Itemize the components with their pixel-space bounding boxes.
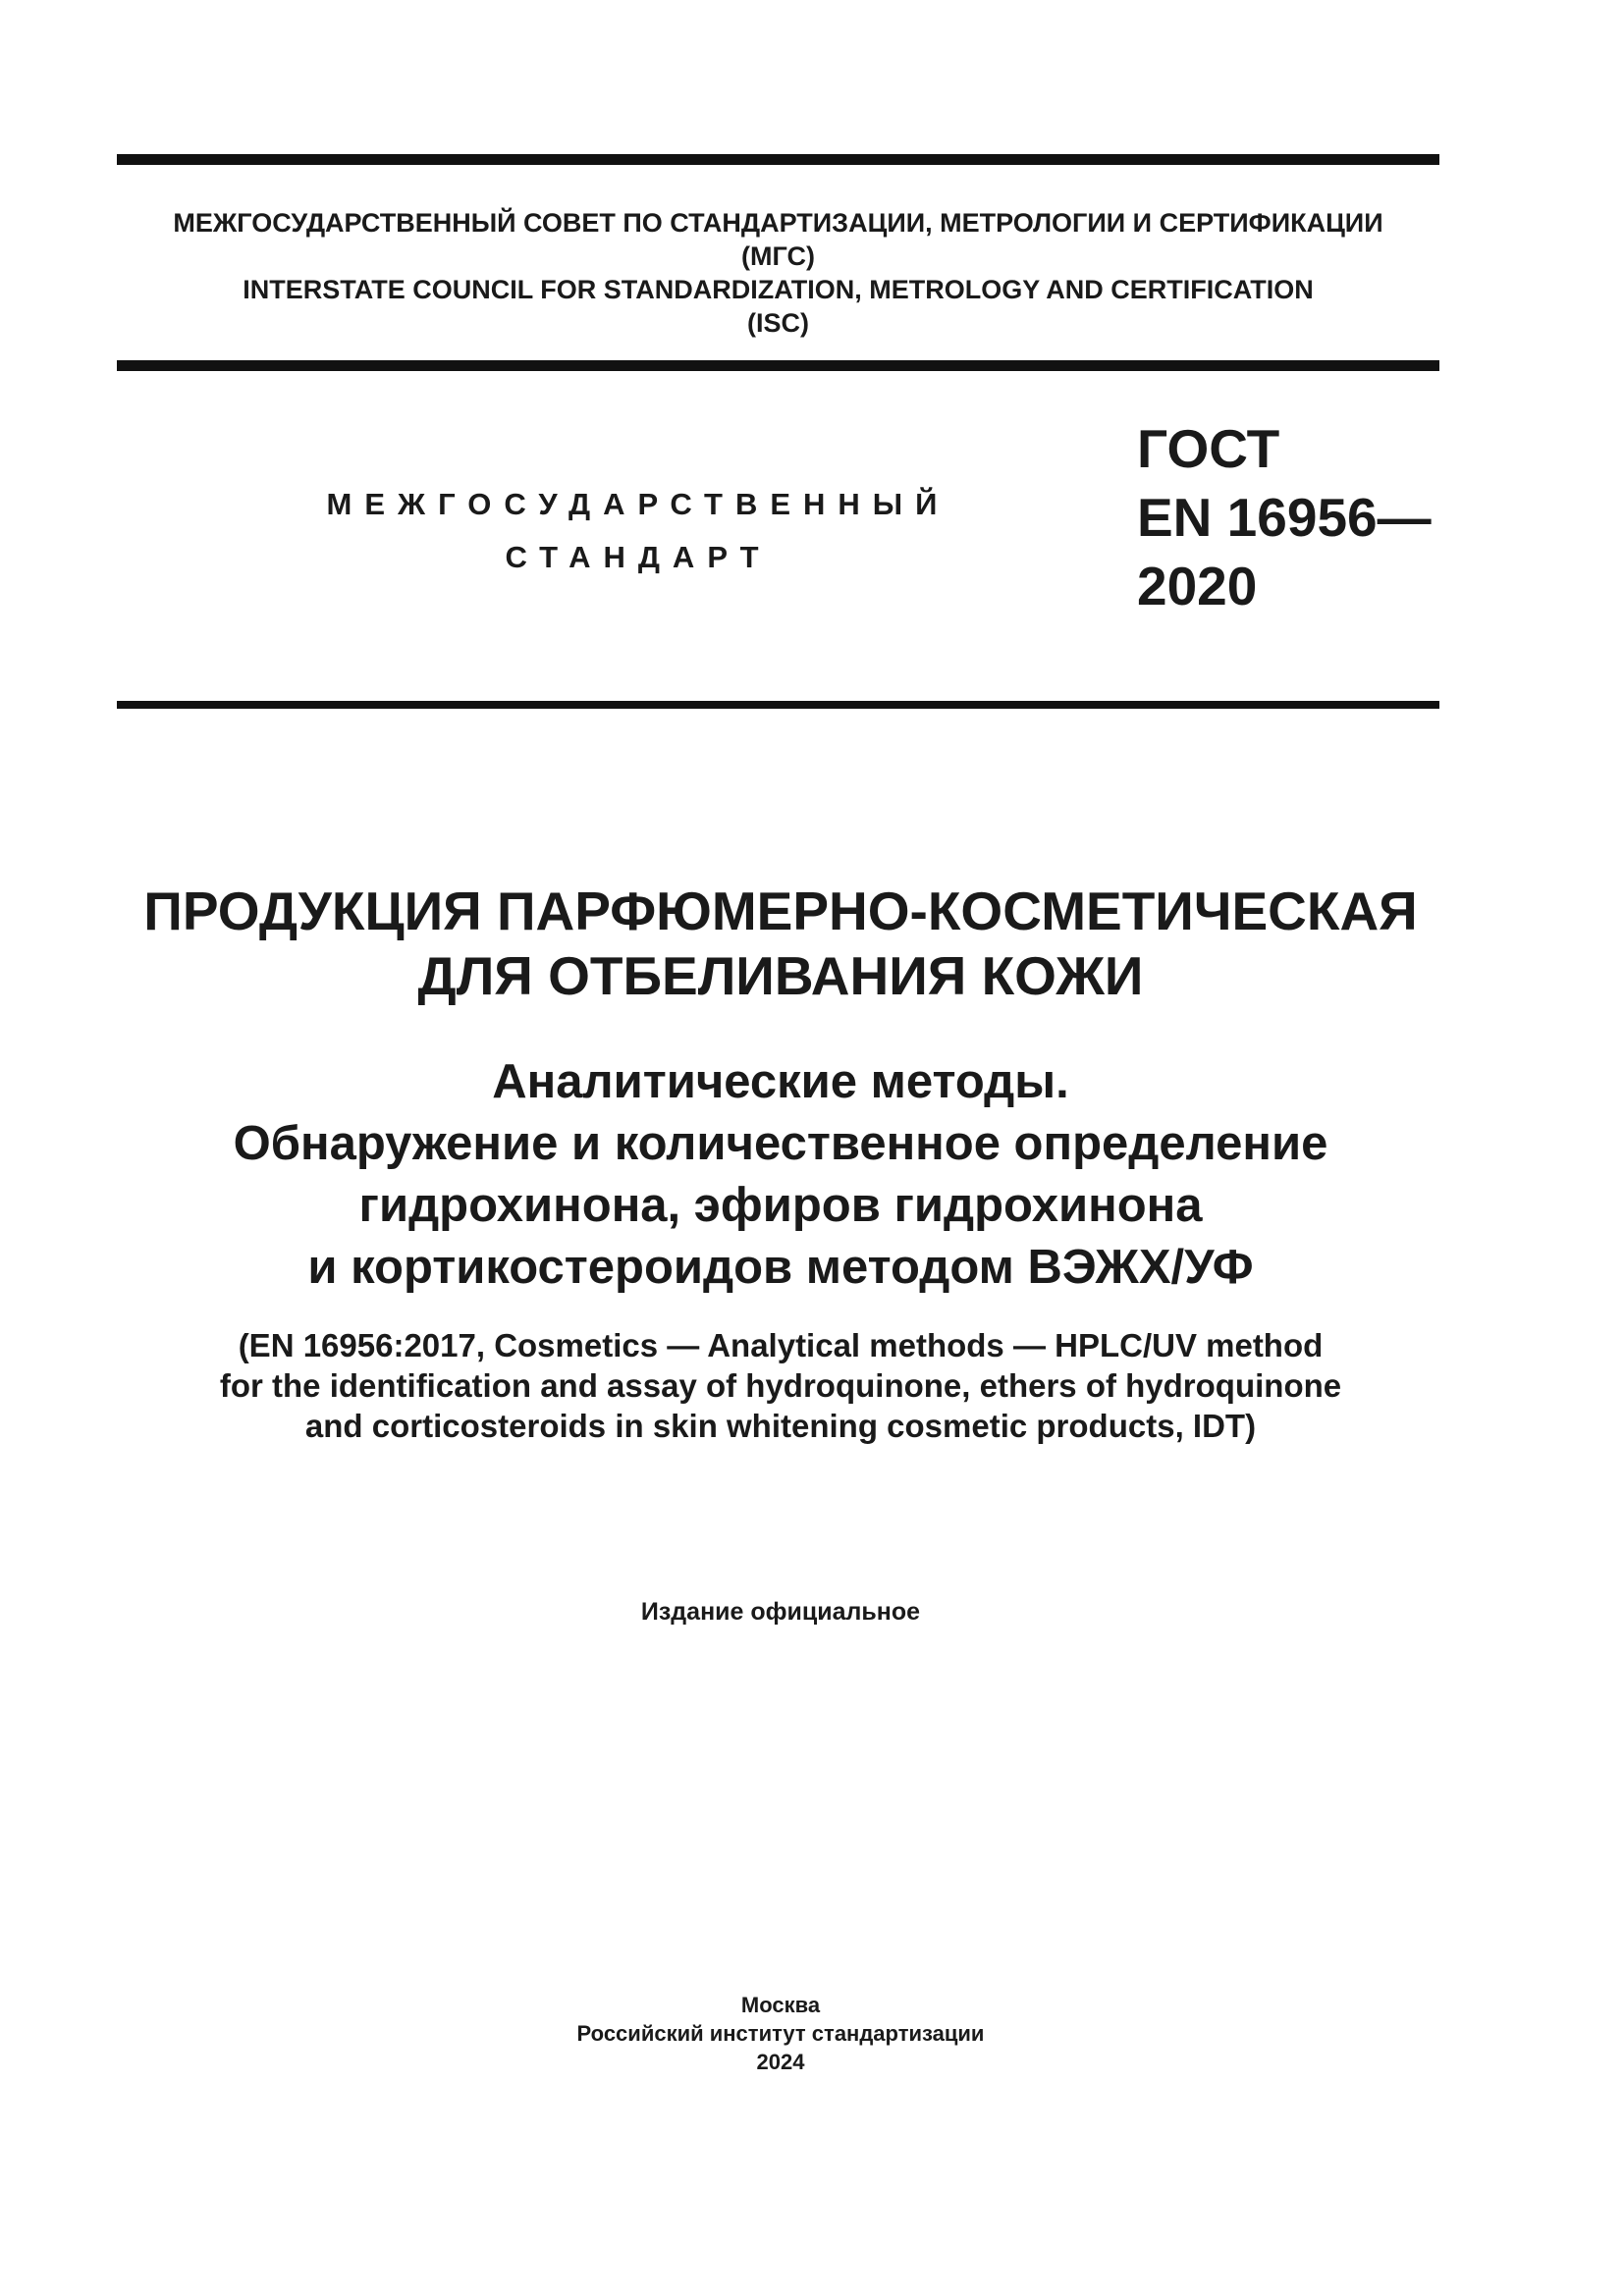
title-sub-line3: гидрохинона, эфиров гидрохинона	[358, 1179, 1203, 1232]
title-main-line2: ДЛЯ ОТБЕЛИВАНИЯ КОЖИ	[417, 945, 1144, 1006]
edition-label: Издание официальное	[640, 1598, 921, 1626]
designation-line2: EN 16956—	[1137, 487, 1432, 548]
council-abbr-ru: (МГС)	[741, 241, 815, 271]
publisher-institute: Российский институт стандартизации	[576, 2021, 985, 2046]
council-name-en: INTERSTATE COUNCIL FOR STANDARDIZATION, METROLOGY AND CERTIFICATION	[243, 275, 1314, 304]
title-main-line1: ПРОДУКЦИЯ ПАРФЮМЕРНО-КОСМЕТИЧЕСКАЯ	[143, 881, 1418, 941]
en-reference-line2: for the identification and assay of hydroquinone, ethers of hydroquinone	[219, 1367, 1342, 1404]
designation-divider	[117, 701, 1439, 709]
council-name-ru: МЕЖГОСУДАРСТВЕННЫЙ СОВЕТ ПО СТАНДАРТИЗАЦИИ, МЕТРОЛОГИИ И СЕРТИФИКАЦИИ	[173, 208, 1383, 238]
standard-type-line2: СТАНДАРТ	[505, 540, 772, 574]
publisher-block	[98, 1991, 1463, 2076]
document-title	[98, 879, 1463, 1008]
publisher-year: 2024	[756, 2050, 805, 2074]
en-reference-line1: (EN 16956:2017, Cosmetics — Analytical methods — HPLC/UV method	[238, 1327, 1324, 1363]
title-sub-line4: и кортикостероидов методом ВЭЖХ/УФ	[307, 1241, 1254, 1294]
title-sub-line2: Обнаружение и количественное определение	[233, 1117, 1328, 1170]
document-subtitle	[98, 1051, 1463, 1299]
en-reference-line3: and corticosteroids in skin whitening cosmetic products, IDT)	[304, 1408, 1257, 1444]
council-header	[117, 206, 1439, 340]
standard-designation	[1137, 414, 1432, 620]
title-sub-line1: Аналитические методы.	[492, 1055, 1069, 1108]
header-divider	[117, 360, 1439, 371]
en-standard-reference	[98, 1325, 1463, 1446]
publisher-city: Москва	[740, 1993, 821, 2017]
standard-type-line1: МЕЖГОСУДАРСТВЕННЫЙ	[326, 487, 950, 521]
designation-line3: 2020	[1137, 556, 1258, 616]
top-divider	[117, 154, 1439, 165]
designation-line1: ГОСТ	[1137, 418, 1280, 479]
standard-type-label	[295, 478, 982, 584]
council-abbr-en: (ISC)	[747, 308, 809, 338]
